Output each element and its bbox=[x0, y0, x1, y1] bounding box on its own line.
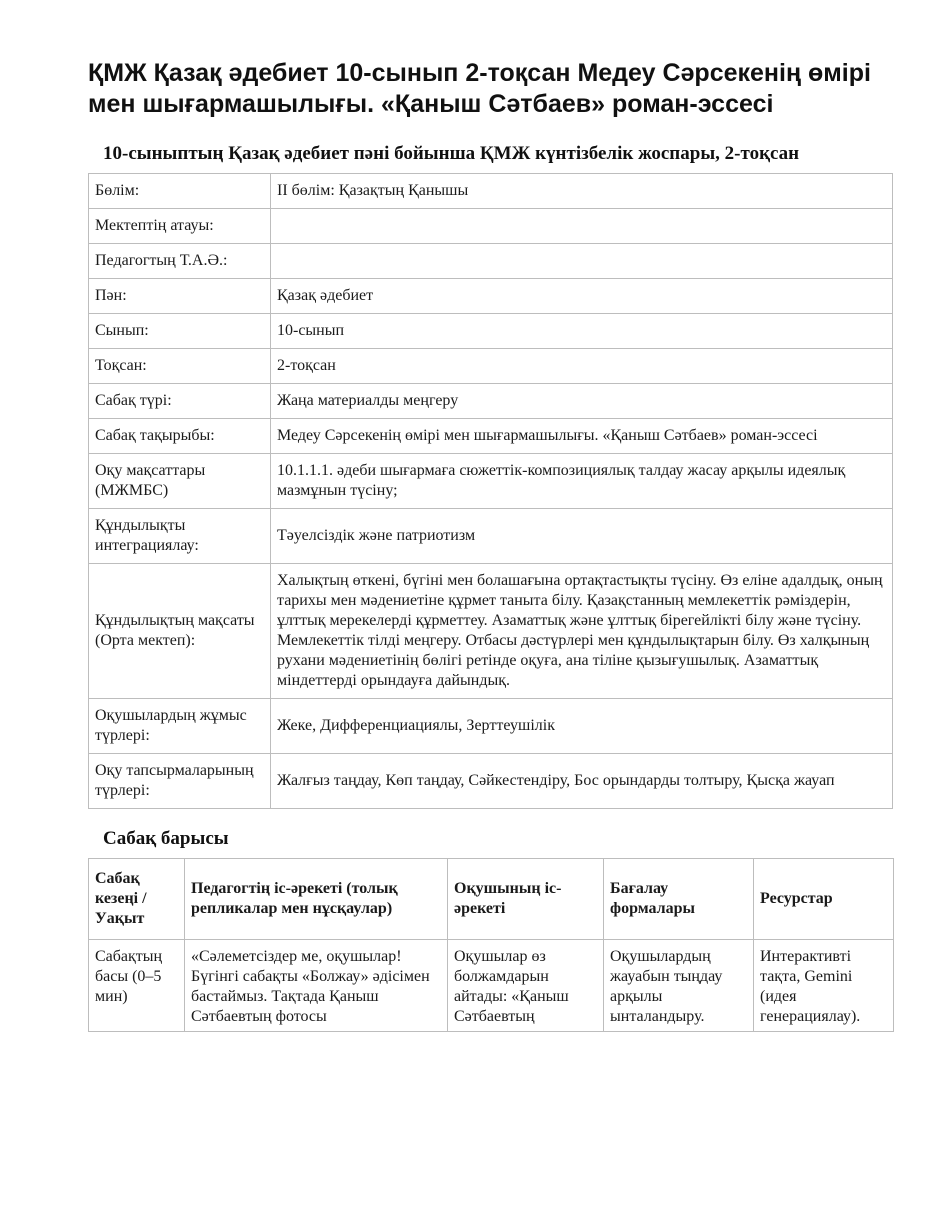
table-row bbox=[89, 940, 894, 1032]
column-header-student: Оқушының іс-әрекеті bbox=[448, 859, 604, 940]
info-key: Оқушылардың жұмыс түрлері: bbox=[89, 699, 271, 754]
info-row-quarter bbox=[89, 349, 893, 384]
plan-subtitle: 10-сыныптың Қазақ әдебиет пәні бойынша ҚМЖ күнтізбелік жоспары, 2-тоқсан bbox=[103, 143, 800, 164]
info-value: 10.1.1.1. әдеби шығармаға сюжеттік-композициялық талдау жасау арқылы идеялық мазмұнын түсіну; bbox=[271, 454, 893, 509]
info-key: Пән: bbox=[89, 279, 271, 314]
student-activity: Оқушылар өз болжамдарын айтады: «Қаныш Сәтбаевтың bbox=[448, 940, 604, 1032]
column-header-assessment: Бағалау формалары bbox=[604, 859, 754, 940]
info-row-value-integration bbox=[89, 509, 893, 564]
info-key: Құндылықты интеграциялау: bbox=[89, 509, 271, 564]
info-row-lesson-type bbox=[89, 384, 893, 419]
info-table bbox=[88, 173, 893, 809]
info-key: Сабақ тақырыбы: bbox=[89, 419, 271, 454]
info-key: Сабақ түрі: bbox=[89, 384, 271, 419]
info-value: Тәуелсіздік және патриотизм bbox=[271, 509, 893, 564]
info-value: Жалғыз таңдау, Көп таңдау, Сәйкестендіру, Бос орындарды толтыру, Қысқа жауап bbox=[271, 754, 893, 809]
info-row-teacher bbox=[89, 244, 893, 279]
document-title: ҚМЖ Қазақ әдебиет 10-сынып 2-тоқсан Медеу Сәрсекенің өмірі мен шығармашылығы. «Қаныш Сәтбаев» роман-эссесі bbox=[88, 59, 871, 118]
info-value bbox=[271, 209, 893, 244]
info-row-grade bbox=[89, 314, 893, 349]
column-header-resources: Ресурстар bbox=[754, 859, 894, 940]
info-key: Педагогтың Т.А.Ә.: bbox=[89, 244, 271, 279]
info-value: Медеу Сәрсекенің өмірі мен шығармашылығы. «Қаныш Сәтбаев» роман-эссесі bbox=[271, 419, 893, 454]
info-value: Қазақ әдебиет bbox=[271, 279, 893, 314]
info-value bbox=[271, 244, 893, 279]
info-value: Халықтың өткені, бүгіні мен болашағына ортақтастықты түсіну. Өз еліне адалдық, оның тарихы мен мәдениетіне құрмет таныта білу. Қазақстанның мемлекеттік рәміздерін, ұлттық мерекелерді құрметтеу. Азаматтық және ұлттық бірегейлікті білу және түсіну. Мемлекеттік тілді меңгеру. Отбасы дәстүрлері мен құндылықтарын білу. Өз халқының рухани мәдениетінің бөлігі ретінде оқуға, ана тіліне қызығушылық. Азаматтық міндеттерді орындауға дайындық. bbox=[271, 564, 893, 699]
info-row-section bbox=[89, 174, 893, 209]
teacher-activity: «Сәлеметсіздер ме, оқушылар! Бүгінгі сабақты «Болжау» әдісімен бастаймыз. Тақтада Қаныш Сәтбаевтың фотосы bbox=[185, 940, 448, 1032]
info-value: Жаңа материалды меңгеру bbox=[271, 384, 893, 419]
info-key: Тоқсан: bbox=[89, 349, 271, 384]
info-key: Құндылықтың мақсаты (Орта мектеп): bbox=[89, 564, 271, 699]
lesson-stage: Сабақтың басы (0–5 мин) bbox=[89, 940, 185, 1032]
info-value: 2-тоқсан bbox=[271, 349, 893, 384]
info-row-task-types bbox=[89, 754, 893, 809]
assessment-form: Оқушылардың жауабын тыңдау арқылы ынталандыру. bbox=[604, 940, 754, 1032]
info-row-value-goal bbox=[89, 564, 893, 699]
column-header-teacher: Педагогтің іс-әрекеті (толық репликалар мен нұсқаулар) bbox=[185, 859, 448, 940]
lesson-table bbox=[88, 858, 894, 1032]
info-row-learning-objectives bbox=[89, 454, 893, 509]
info-value: 10-сынып bbox=[271, 314, 893, 349]
column-header-stage: Сабақ кезеңі / Уақыт bbox=[89, 859, 185, 940]
info-key: Оқу тапсырмаларының түрлері: bbox=[89, 754, 271, 809]
info-key: Мектептің атауы: bbox=[89, 209, 271, 244]
resources: Интерактивті тақта, Gemini (идея генерациялау). bbox=[754, 940, 894, 1032]
info-key: Бөлім: bbox=[89, 174, 271, 209]
info-row-lesson-topic bbox=[89, 419, 893, 454]
info-key: Оқу мақсаттары (МЖМБС) bbox=[89, 454, 271, 509]
info-value: II бөлім: Қазақтың Қанышы bbox=[271, 174, 893, 209]
info-key: Сынып: bbox=[89, 314, 271, 349]
document-page bbox=[88, 58, 893, 1032]
info-row-work-types bbox=[89, 699, 893, 754]
lesson-header-row bbox=[89, 859, 894, 940]
section-title: Сабақ барысы bbox=[103, 828, 229, 849]
info-value: Жеке, Дифференциациялы, Зерттеушілік bbox=[271, 699, 893, 754]
info-row-school bbox=[89, 209, 893, 244]
info-row-subject bbox=[89, 279, 893, 314]
